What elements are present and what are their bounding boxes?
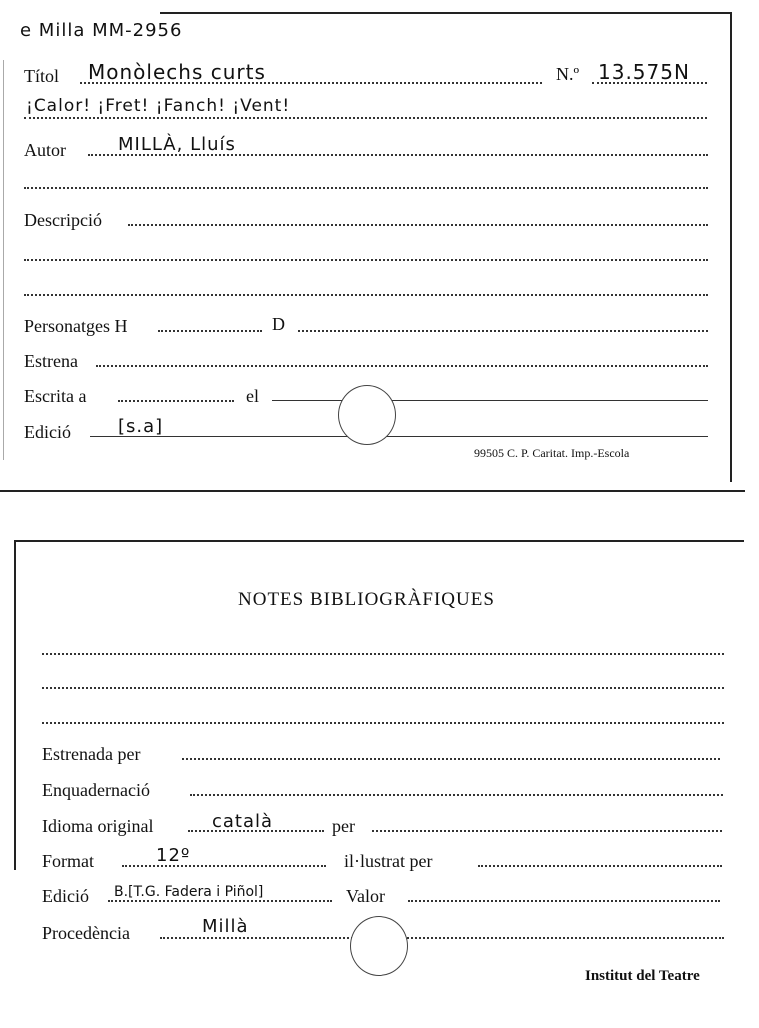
card-back-top-edge <box>14 540 744 542</box>
format-value: 12º <box>156 845 191 866</box>
card-front-right-edge <box>730 12 732 482</box>
per-line <box>372 830 722 832</box>
idioma-value: català <box>212 811 274 832</box>
format-line <box>122 865 326 867</box>
descripcio-line-3 <box>24 294 708 296</box>
card-front-left-edge <box>3 60 4 460</box>
descripcio-line-2 <box>24 259 708 261</box>
valor-line <box>408 900 720 902</box>
estrena-label: Estrena <box>24 351 78 371</box>
edicio-back-value: B.[T.G. Fadera i Piñol] <box>114 884 264 900</box>
notes-heading: NOTES BIBLIOGRÀFIQUES <box>238 589 495 610</box>
notes-line-2 <box>42 687 724 689</box>
estrenada-label: Estrenada per <box>42 744 141 764</box>
enquadernacio-line <box>190 794 723 796</box>
titol-line-2 <box>24 117 707 119</box>
descripcio-line <box>128 224 708 226</box>
enquadernacio-label: Enquadernació <box>42 780 150 800</box>
per-label: per <box>332 816 355 836</box>
procedencia-value: Millà <box>202 916 249 937</box>
edicio-label: Edició <box>24 422 71 442</box>
d-label: D <box>272 314 285 334</box>
personatges-h-line <box>158 330 262 332</box>
descripcio-label: Descripció <box>24 210 102 230</box>
edicio-value: [s.a] <box>118 416 164 437</box>
personatges-d-line <box>298 330 708 332</box>
procedencia-line <box>160 937 724 939</box>
numero-label: N.º <box>556 64 580 84</box>
idioma-label: Idioma original <box>42 816 154 836</box>
estrenada-line <box>182 758 720 760</box>
catalog-card-back <box>0 536 759 1028</box>
blank-line-1 <box>24 187 708 189</box>
edicio-back-line <box>108 900 332 902</box>
corner-call-number: e Milla MM-2956 <box>20 20 183 41</box>
notes-line-1 <box>42 653 724 655</box>
titol-value: Monòlechs curts <box>88 60 266 84</box>
punch-hole <box>338 385 396 445</box>
procedencia-label: Procedència <box>42 923 130 943</box>
valor-label: Valor <box>346 886 385 906</box>
edicio-back-label: Edició <box>42 886 89 906</box>
autor-value: MILLÀ, Lluís <box>118 134 236 155</box>
notes-line-3 <box>42 722 724 724</box>
autor-label: Autor <box>24 140 66 160</box>
el-label: el <box>246 386 259 406</box>
escrita-label: Escrita a <box>24 386 87 406</box>
card-front-bottom-edge <box>0 490 745 492</box>
illustrat-label: il·lustrat per <box>344 851 433 871</box>
illustrat-line <box>478 865 722 867</box>
format-label: Format <box>42 851 94 871</box>
card-back-left-edge <box>14 540 16 870</box>
punch-hole-back <box>350 916 408 976</box>
numero-value: 13.575N <box>598 60 690 84</box>
edicio-line <box>90 436 708 437</box>
estrena-line <box>96 365 708 367</box>
printer-imprint: 99505 C. P. Caritat. Imp.-Escola <box>474 446 630 460</box>
titol-label: Títol <box>24 66 59 86</box>
personatges-label: Personatges H <box>24 316 128 336</box>
el-line <box>272 400 708 401</box>
institution-name: Institut del Teatre <box>585 968 700 984</box>
escrita-line <box>118 400 234 402</box>
titol-value-line-2: ¡Calor! ¡Fret! ¡Fanch! ¡Vent! <box>26 96 291 116</box>
card-front-top-edge <box>160 12 732 14</box>
catalog-card-front <box>0 0 759 495</box>
